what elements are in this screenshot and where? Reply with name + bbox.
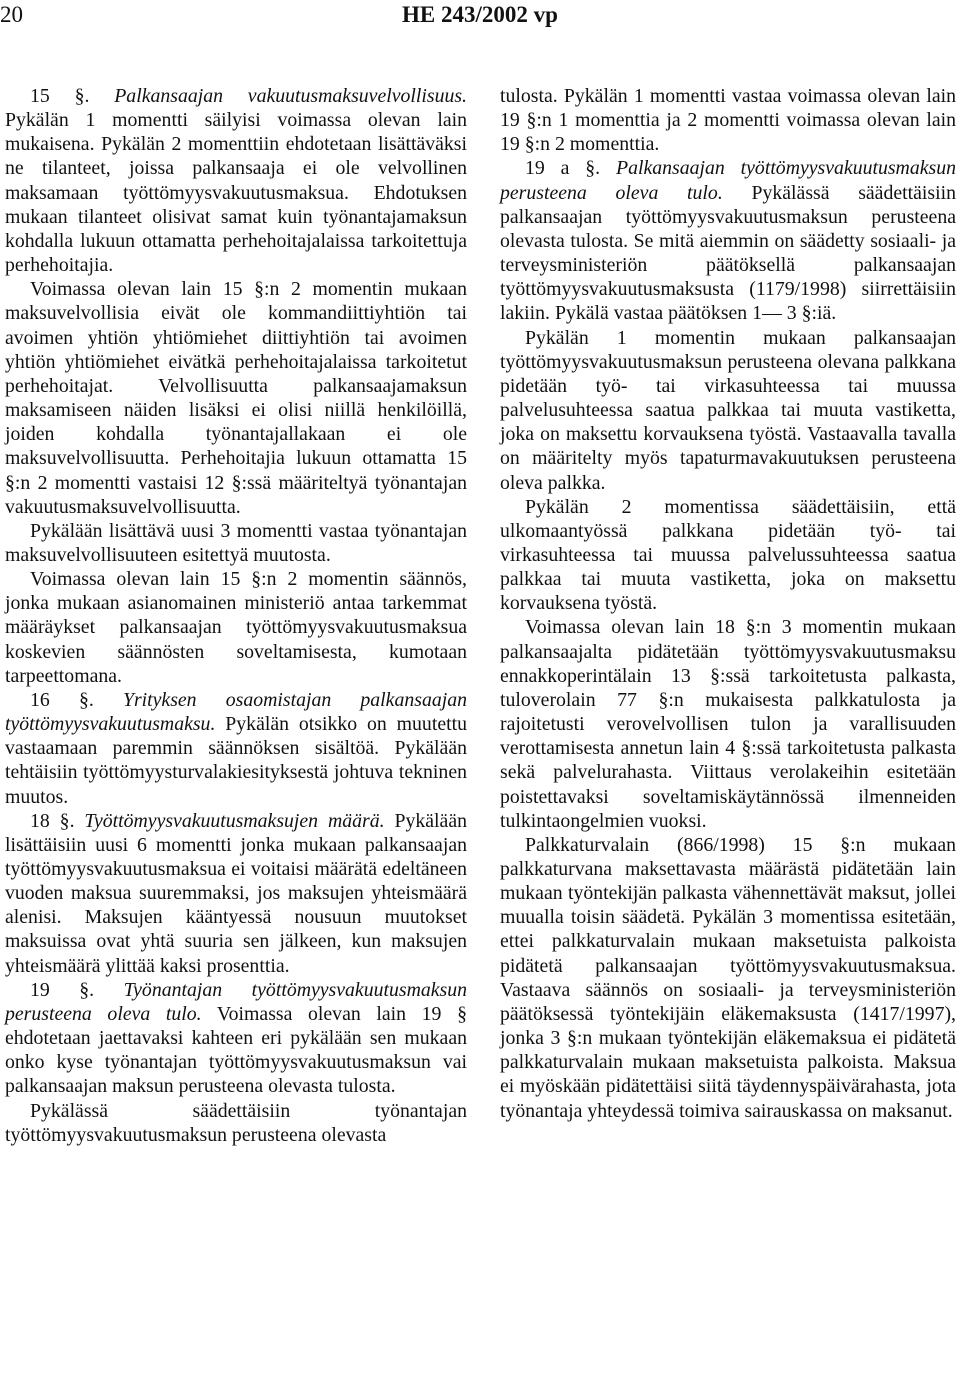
paragraph-text: Pykälän 1 momentti säilyisi voimassa olevan lain mukaisena. Pykälän 2 momenttiin ehdotetaan lisättäväksi ne tilanteet, joissa palkansaaja ei ole velvollinen maksamaan työttömyysvakuutusmaksua. Ehdotuksen mukaan tilanteet olisivat samat kuin työnantajamaksun kohdalla lukuun ottamatta perhehoitajalaissa tarkoitettuja perhehoitajia. <box>5 109 467 277</box>
paragraph <box>500 495 956 616</box>
page-header <box>0 0 960 40</box>
section-number: 19 a §. <box>525 157 601 180</box>
paragraph <box>500 615 956 832</box>
paragraph <box>5 277 467 519</box>
paragraph-text: Pykälän 1 momentin mukaan palkansaajan työttömyysvakuutusmaksun perusteena olevana palkkana pidetään työ- tai virkasuhteessa tai muussa palvelusuhteessa saatua palkkaa tai muuta vastiketta, joka on maksettu korvauksena työstä. Vastaavalla tavalla on määritelty myös tapaturmavakuutuksen perusteena oleva palkka. <box>500 326 956 494</box>
paragraph-text: Pykälässä säädettäisiin työnantajan työttömyysvakuutusmaksun perusteena olevasta <box>5 1099 467 1146</box>
paragraph-text: Voimassa olevan lain 18 §:n 3 momentin mukaan palkansaajalta pidätetään työttömyysvakuutusmaksu ennakkoperintälain 13 §:ssä tarkoitetusta palkasta, tuloverolain 77 §:n mukaisesta palkkatulosta ja rajoitetusti verovelvollisen tulon ja varallisuuden verottamisesta annetun lain 4 §:ssä tarkoitetusta palkasta sekä palvelurahasta. Viittaus verolakeihin esitetään poistettavaksi soveltamiskäytännössä ilmenneiden tulkintaongelmien vuoksi. <box>500 616 956 832</box>
section-title: Yrityksen osaomistajan palkansaajan työttömyysvakuutusmaksu. <box>5 688 468 736</box>
section-title: Palkansaajan työttömyysvakuutusmaksun perusteena oleva tulo. <box>500 157 956 204</box>
paragraph-text: Pykälään lisättäisiin uusi 6 momentti jonka mukaan palkansaajan työttömyysvakuutusmaksua ei voitaisi määrätä edeltäneen vuoden maksua suuremmaksi, jos maksujen yhteismäärä alenisi. Maksujen kääntyessä nousuun muutokset maksuissa ovat yhtä suuria sen jälkeen, kun maksujen yhteismäärä ylittää kaksi prosenttia. <box>5 809 467 977</box>
paragraph <box>5 84 467 277</box>
paragraph <box>5 978 467 1099</box>
paragraph <box>5 567 467 688</box>
paragraph-continued <box>500 84 956 156</box>
paragraph-text: Voimassa olevan lain 15 §:n 2 momentin mukaan maksuvelvollisia eivät ole kommandiittiyhtiön tai avoimen yhtiön yhtiömiehet diittiyhtiön tai avoimen yhtiön yhtiömiehet eivätkä perhehoitajalaissa tarkoitetut perhehoitajat. Velvollisuutta palkansaajamaksun maksamiseen näiden lisäksi ei olisi niillä henkilöillä, joiden kohdalla työnantajallakaan ei ole maksuvelvollisuutta. Perhehoitajia lukuun ottamatta 15 §:n 2 momentti vastaisi 12 §:ssä määriteltyä työnantajan vakuutusmaksuvelvollisuutta. <box>5 278 467 518</box>
paragraph <box>500 326 956 495</box>
section-number: 19 §. <box>30 978 95 1001</box>
paragraph-text: tulosta. Pykälän 1 momentti vastaa voimassa olevan lain 19 §:n 1 momenttia ja 2 momentti voimassa olevan lain 19 §:n 2 momenttia. <box>500 85 956 156</box>
paragraph-text: Pykälän otsikko on muutettu vastaamaan paremmin säännöksen sisältöä. Pykälään tehtäisiin työttömyysturvalakiesityksestä johtuva tekninen muutos. <box>5 713 467 808</box>
paragraph <box>5 688 467 809</box>
paragraph-text: Pykälässä säädettäisiin palkansaajan työttömyysvakuutusmaksun perusteena olevasta tulosta. Se mitä aiemmin on säädetty sosiaali- ja terveysministeriön päätöksellä palkansaajan työttömyysvakuutusmaksusta (1179/1998) siirrettäisiin lakiin. Pykälä vastaa päätöksen 1— 3 §:iä. <box>500 181 956 325</box>
paragraph <box>500 156 956 325</box>
section-number: 18 §. <box>30 809 75 832</box>
section-title: Palkansaajan vakuutusmaksuvelvollisuus. <box>114 85 467 107</box>
paragraph <box>5 809 467 978</box>
section-number: 16 §. <box>30 688 94 711</box>
section-title: Työnantajan työttömyysvakuutusmaksun perusteena oleva tulo. <box>5 978 468 1025</box>
paragraph <box>500 833 956 1123</box>
section-title: Työttömyysvakuutusmaksujen määrä. <box>84 809 385 832</box>
paragraph-text: Pykälään lisättävä uusi 3 momentti vastaa työnantajan maksuvelvollisuuteen esitettyä muutosta. <box>5 519 467 566</box>
section-number: 15 §. <box>30 85 90 107</box>
paragraph <box>5 519 467 567</box>
paragraph-text: Voimassa olevan lain 15 §:n 2 momentin säännös, jonka mukaan asianomainen ministeriö antaa tarkemmat määräykset palkansaajan työttömyysvakuutusmaksua koskevien säännösten soveltamisesta, kumotaan tarpeettomana. <box>5 568 467 687</box>
paragraph-text: Pykälän 2 momentissa säädettäisiin, että ulkomaantyössä palkkana pidetään työ- tai virkasuhteessa tai muussa palvelussuhteessa saatua palkkaa tai muuta vastiketta, joka on maksettu korvauksena työstä. <box>500 495 956 615</box>
document-id: HE 243/2002 vp <box>402 2 558 27</box>
paragraph <box>5 1099 467 1147</box>
paragraph-text: Voimassa olevan lain 19 § ehdotetaan jaettavaksi kahteen eri pykälään sen mukaan onko kyse työnantajan työttömyysvakuutusmaksun vai palkansaajan maksun perusteena olevasta tulosta. <box>5 1002 467 1098</box>
left-column <box>5 84 467 1147</box>
page-number: 20 <box>0 2 23 27</box>
right-column <box>500 84 956 1123</box>
paragraph-text: Palkkaturvalain (866/1998) 15 §:n mukaan palkkaturvana maksettavasta määrästä pidätetään lain mukaan työntekijän palkasta vähennettävät maksut, jollei muualla toisin säädetä. Pykälän 3 momentissa esitetään, ettei palkkaturvalain mukaan maksetuista palkoista pidätetä palkansaajan työttömyysvakuutusmaksua. Vastaava säännös on sosiaali- ja terveysministeriön päätöksessä työntekijäin eläkemaksusta (1417/1997), jonka 3 §:n mukaan työntekijän eläkemaksua ei pidätetä palkkaturvalain mukaan maksetuista palkoista. Maksua ei myöskään pidätettäisi siitä täydennyspäivärahasta, jota työnantaja yhteydessä toimiva sairauskassa on maksanut. <box>500 833 956 1122</box>
